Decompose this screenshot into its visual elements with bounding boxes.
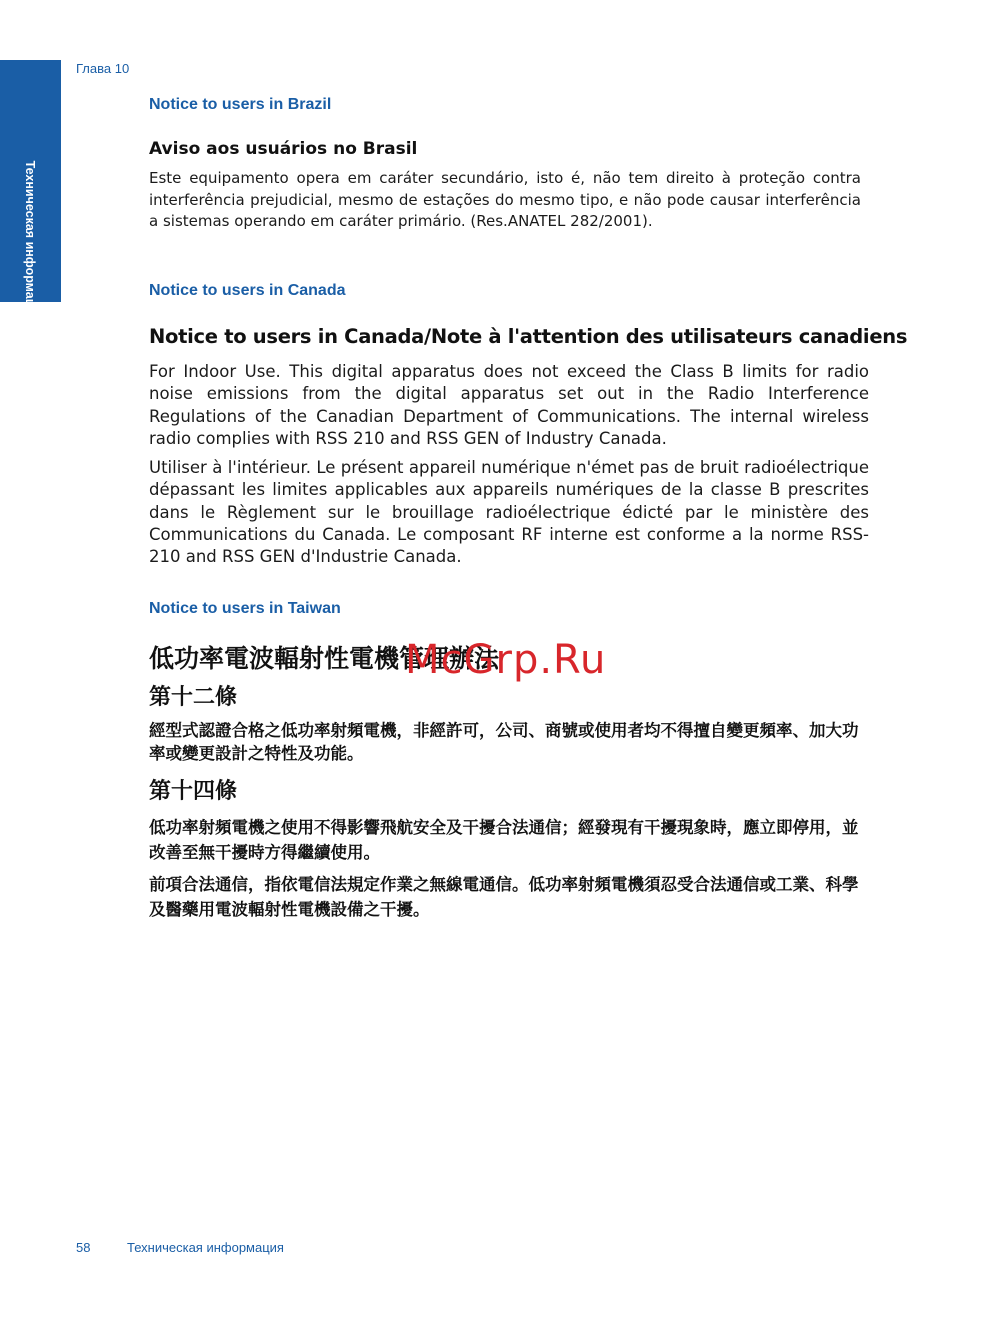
canada-section-title: Notice to users in Canada xyxy=(149,282,346,299)
art14-text-2: 前項合法通信，指依電信法規定作業之無線電通信。低功率射頻電機須忍受合法通信或工業、科學及醫藥用電波輻射性電機設備之干擾。 xyxy=(149,875,859,919)
art12-title: 第十二條 xyxy=(149,685,238,710)
canada-text-en: For Indoor Use. This digital apparatus does not exceed the Class B limits for radio noise emissions from the digital apparatus set out in the Radio Interference Regulations of the Canadian Department of Communications. The internal wireless radio complies with RSS 210 and RSS GEN of Industry Canada. xyxy=(149,362,869,448)
art12-text: 經型式認證合格之低功率射頻電機，非經許可，公司、商號或使用者均不得擅自變更頻率、加大功率或變更設計之特性及功能。 xyxy=(149,721,859,763)
side-tab-label: Техническая информация xyxy=(23,160,37,322)
brazil-notice xyxy=(149,139,869,233)
page-number: 58 xyxy=(76,1240,91,1255)
chapter-label: Глава 10 xyxy=(76,61,130,76)
footer-section: Техническая информация xyxy=(127,1240,284,1255)
art14-text-1: 低功率射頻電機之使用不得影響飛航安全及干擾合法通信；經發現有干擾現象時，應立即停用，並改善至無干擾時方得繼續使用。 xyxy=(149,818,859,862)
taiwan-notice xyxy=(149,641,864,922)
art14-title: 第十四條 xyxy=(149,779,238,804)
brazil-section-title: Notice to users in Brazil xyxy=(149,96,332,113)
canada-text-fr: Utiliser à l'intérieur. Le présent appareil numérique n'émet pas de bruit radioélectrique dépassant les limites applicables aux appareils numériques de la classe B prescrites dans le Règlement sur le brouillage radioélectrique édicté par le ministère des Communications du Canada. Le composant RF interne est conforme a la norme RSS-210 and RSS GEN d'Industrie Canada. xyxy=(149,458,869,567)
taiwan-heading: 低功率電波輻射性電機管理辦法 xyxy=(149,644,500,673)
canada-notice xyxy=(149,325,908,569)
taiwan-section-title: Notice to users in Taiwan xyxy=(149,600,341,617)
canada-heading: Notice to users in Canada/Note à l'attention des utilisateurs canadiens xyxy=(149,325,908,348)
brazil-text: Este equipamento opera em caráter secundário, isto é, não tem direito à proteção contra interferência prejudicial, mesmo de estações do mesmo tipo, e não pode causar interferência a sistemas operando em caráter primário. (Res.ANATEL 282/2001). xyxy=(149,169,861,230)
watermark: McGrp.Ru xyxy=(405,637,607,683)
side-tab xyxy=(0,60,61,322)
brazil-heading: Aviso aos usuários no Brasil xyxy=(149,139,418,159)
